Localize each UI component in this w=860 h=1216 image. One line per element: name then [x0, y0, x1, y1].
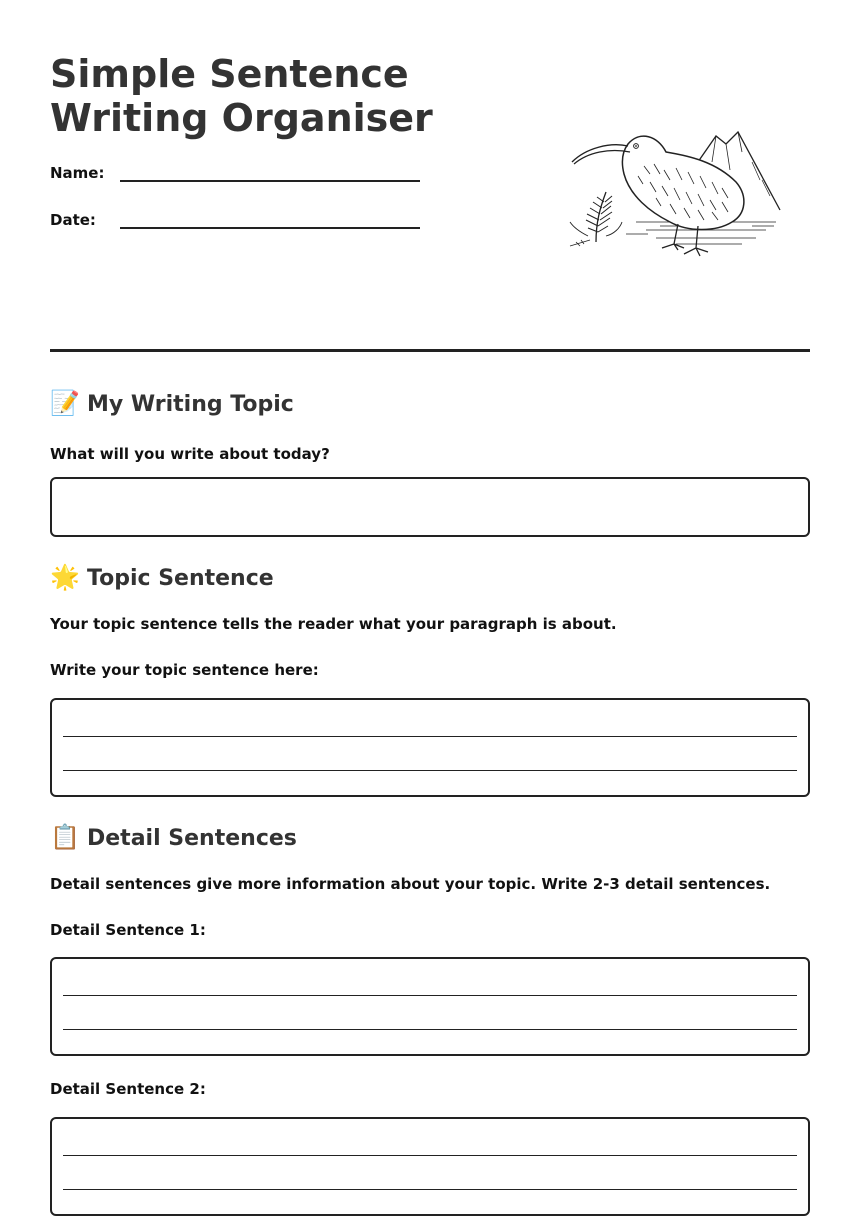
name-field-row: [50, 164, 430, 194]
writing-topic-prompt: What will you write about today?: [50, 445, 330, 463]
topic-sentence-prompt: Write your topic sentence here:: [50, 661, 319, 679]
writing-line: [63, 770, 797, 771]
star-icon: 🌟: [50, 563, 80, 591]
date-label: Date:: [50, 211, 96, 229]
detail-sentences-heading-text: Detail Sentences: [87, 826, 297, 851]
date-field-row: [50, 211, 430, 241]
detail-sentence-2-label: Detail Sentence 2:: [50, 1080, 206, 1098]
writing-topic-heading: [50, 388, 294, 420]
detail-sentences-description: Detail sentences give more information about your topic. Write 2-3 detail sentences.: [50, 875, 771, 893]
detail-sentence-1-label: Detail Sentence 1:: [50, 921, 206, 939]
worksheet-page: [50, 0, 810, 1098]
worksheet-header: [50, 0, 810, 352]
title-line-2: Writing Organiser: [50, 96, 433, 140]
writing-line: [63, 1189, 797, 1190]
detail-sentence-2-input[interactable]: [50, 1117, 810, 1216]
name-label: Name:: [50, 164, 105, 182]
topic-sentence-heading-text: Topic Sentence: [87, 566, 274, 591]
title-line-1: Simple Sentence: [50, 52, 409, 96]
clipboard-icon: 📋: [50, 823, 80, 851]
writing-line: [63, 995, 797, 996]
detail-sentence-1-input[interactable]: [50, 957, 810, 1056]
topic-sentence-heading: [50, 562, 274, 594]
worksheet-title: [50, 52, 470, 140]
writing-line: [63, 1029, 797, 1030]
writing-topic-heading-text: My Writing Topic: [87, 392, 294, 417]
writing-topic-input[interactable]: [50, 477, 810, 537]
topic-sentence-description: Your topic sentence tells the reader what your paragraph is about.: [50, 615, 617, 633]
writing-line: [63, 1155, 797, 1156]
name-field[interactable]: [120, 178, 420, 182]
kiwi-bird-illustration: [566, 122, 788, 272]
writing-line: [63, 736, 797, 737]
memo-icon: 📝: [50, 389, 80, 417]
topic-sentence-input[interactable]: [50, 698, 810, 797]
detail-sentences-heading: [50, 822, 297, 854]
date-field[interactable]: [120, 225, 420, 229]
